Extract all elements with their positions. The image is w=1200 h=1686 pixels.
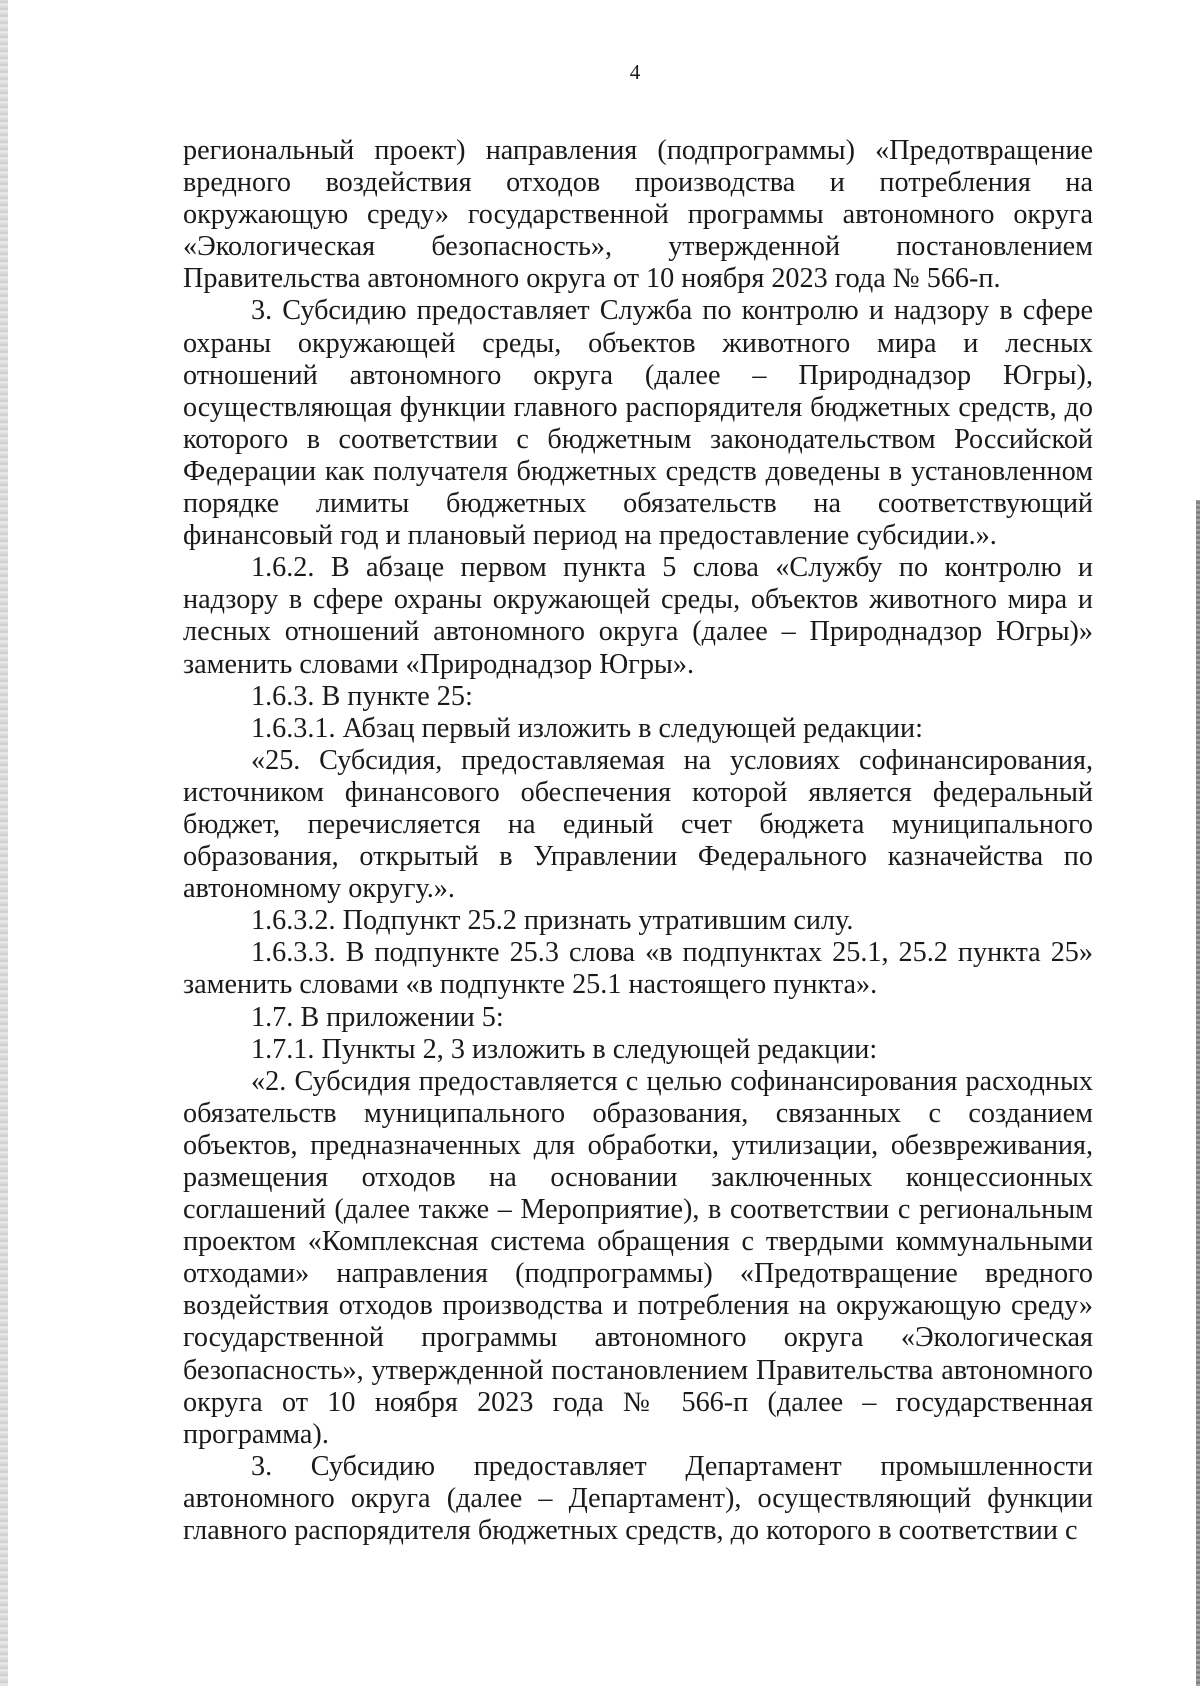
paragraph-1-6-3-3: 1.6.3.3. В подпункте 25.3 слова «в подпунктах 25.1, 25.2 пункта 25» заменить словами «в подпункте 25.1 настоящего пункта». — [183, 937, 1093, 1001]
document-body — [183, 135, 1093, 1547]
paragraph-point-3-department: 3. Субсидию предоставляет Департамент промышленности автономного округа (далее – Департамент), осуществляющий функции главного распорядителя бюджетных средств, до которого в соответствии с — [183, 1450, 1093, 1547]
paragraph-continuation: региональный проект) направления (подпрограммы) «Предотвращение вредного воздействия отходов производства и потребления на окружающую среду» государственной программы автономного округа «Экологическая безопасность», утвержденной постановлением Правительства автономного округа от 10 ноября 2023 года № 566-п. — [183, 135, 1093, 295]
scan-edge-right — [1196, 500, 1200, 1686]
paragraph-1-6-3: 1.6.3. В пункте 25: — [251, 680, 473, 712]
paragraph-quote-25: «25. Субсидия, предоставляемая на условиях софинансирования, источником финансового обеспечения которой является федеральный бюджет, перечисляется на единый счет бюджета муниципального образования, открытый в Управлении Федерального казначейства по автономному округу.». — [183, 744, 1093, 905]
paragraph-1-6-3-1: 1.6.3.1. Абзац первый изложить в следующей редакции: — [251, 712, 923, 744]
paragraph-1-6-2: 1.6.2. В абзаце первом пункта 5 слова «Службу по контролю и надзору в сфере охраны окружающей среды, объектов животного мира и лесных отношений автономного округа (далее – Природнадзор Югры)» заменить словами «Природнадзор Югры». — [183, 552, 1093, 680]
page-number: 4 — [629, 60, 641, 84]
paragraph-quote-2: «2. Субсидия предоставляется с целью софинансирования расходных обязательств муниципального образования, связанных с созданием объектов, предназначенных для обработки, утилизации, обезвреживания, размещения отходов на основании заключенных концессионных соглашений (далее также – Мероприятие), в соответствии с региональным проектом «Комплексная система обращения с твердыми коммунальными отходами» направления (подпрограммы) «Предотвращение вредного воздействия отходов производства и потребления на окружающую среду» государственной программы автономного округа «Экологическая безопасность», утвержденной постановлением Правительства автономного округа от 10 ноября 2023 года № 566-п (далее – государственная программа). — [183, 1065, 1093, 1450]
paragraph-1-7: 1.7. В приложении 5: — [251, 1001, 504, 1033]
paragraph-1-7-1: 1.7.1. Пункты 2, 3 изложить в следующей редакции: — [251, 1033, 878, 1065]
scan-edge-left — [0, 0, 8, 1686]
paragraph-1-6-3-2: 1.6.3.2. Подпункт 25.2 признать утратившим силу. — [251, 905, 854, 937]
paragraph-point-3: 3. Субсидию предоставляет Служба по контролю и надзору в сфере охраны окружающей среды, объектов животного мира и лесных отношений автономного округа (далее – Природнадзор Югры), осуществляющая функции главного распорядителя бюджетных средств, до которого в соответствии с бюджетным законодательством Российской Федерации как получателя бюджетных средств доведены в установленном порядке лимиты бюджетных обязательств на соответствующий финансовый год и плановый период на предоставление субсидии.». — [183, 295, 1093, 552]
